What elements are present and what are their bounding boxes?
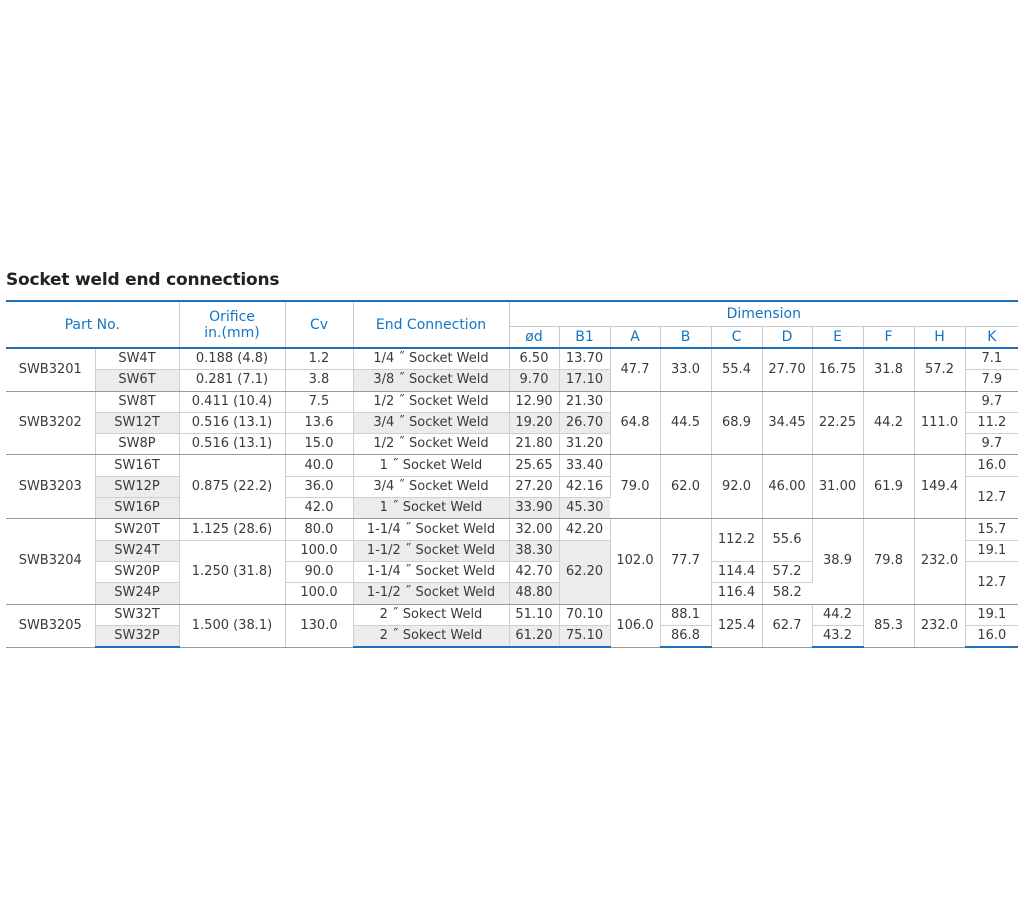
cell-h: 149.4	[914, 455, 965, 519]
cell-e: 31.00	[812, 455, 863, 519]
header-dim-6: E	[812, 327, 863, 349]
cell-end: 3/4 ˝ Socket Weld	[353, 412, 509, 433]
cell-od: 33.90	[509, 498, 559, 519]
cell-model: SW16T	[95, 455, 179, 476]
cell-d: 27.70	[762, 348, 812, 391]
cell-end: 1-1/4 ˝ Socket Weld	[353, 519, 509, 540]
cell-od: 61.20	[509, 625, 559, 647]
cell-a: 64.8	[610, 391, 660, 455]
cell-model: SW4T	[95, 348, 179, 370]
header-dim-7: F	[863, 327, 914, 349]
cell-end: 3/8 ˝ Socket Weld	[353, 370, 509, 391]
cell-k: 11.2	[965, 412, 1018, 433]
cell-k: 15.7	[965, 519, 1018, 540]
cell-od: 38.30	[509, 540, 559, 561]
cell-orifice: 1.250 (31.8)	[179, 540, 285, 604]
header-part-no: Part No.	[6, 301, 179, 348]
header-dim-4: C	[711, 327, 762, 349]
cell-h: 57.2	[914, 348, 965, 391]
cell-end: 1/4 ˝ Socket Weld	[353, 348, 509, 370]
cell-part: SWB3201	[6, 348, 95, 391]
cell-c: 68.9	[711, 391, 762, 455]
cell-b1: 42.20	[559, 519, 610, 540]
cell-od: 25.65	[509, 455, 559, 476]
cell-od: 9.70	[509, 370, 559, 391]
table-title: Socket weld end connections	[6, 270, 280, 290]
cell-d: 57.2	[762, 561, 812, 582]
cell-part: SWB3203	[6, 455, 95, 519]
cell-cv: 7.5	[285, 391, 353, 412]
cell-model: SW20P	[95, 561, 179, 582]
cell-f: 79.8	[863, 519, 914, 604]
cell-d: 34.45	[762, 391, 812, 455]
cell-model: SW32T	[95, 604, 179, 625]
cell-cv: 42.0	[285, 498, 353, 519]
cell-orifice: 0.875 (22.2)	[179, 455, 285, 519]
cell-od: 48.80	[509, 583, 559, 604]
cell-e: 44.2	[812, 604, 863, 625]
cell-cv: 80.0	[285, 519, 353, 540]
cell-c: 116.4	[711, 583, 762, 604]
cell-part: SWB3204	[6, 519, 95, 604]
header-dim-1: B1	[559, 327, 610, 349]
cell-cv: 100.0	[285, 540, 353, 561]
cell-end: 1-1/4 ˝ Socket Weld	[353, 561, 509, 582]
cell-model: SW6T	[95, 370, 179, 391]
cell-b1: 45.30	[559, 498, 610, 519]
cell-model: SW8P	[95, 434, 179, 455]
cell-a: 102.0	[610, 519, 660, 604]
cell-k: 19.1	[965, 540, 1018, 561]
cell-end: 1/2 ˝ Socket Weld	[353, 434, 509, 455]
cell-orifice: 1.125 (28.6)	[179, 519, 285, 540]
cell-model: SW20T	[95, 519, 179, 540]
cell-k: 12.7	[965, 561, 1018, 604]
cell-b1: 13.70	[559, 348, 610, 370]
cell-k: 19.1	[965, 604, 1018, 625]
cell-cv: 3.8	[285, 370, 353, 391]
cell-k: 9.7	[965, 434, 1018, 455]
cell-orifice: 0.411 (10.4)	[179, 391, 285, 412]
cell-c: 112.2	[711, 519, 762, 562]
header-dim-0: ød	[509, 327, 559, 349]
cell-b: 62.0	[660, 455, 711, 519]
cell-od: 32.00	[509, 519, 559, 540]
cell-b1: 21.30	[559, 391, 610, 412]
cell-c: 92.0	[711, 455, 762, 519]
cell-cv: 15.0	[285, 434, 353, 455]
cell-b1: 75.10	[559, 625, 610, 647]
table-row	[6, 604, 1018, 625]
cell-model: SW32P	[95, 625, 179, 647]
cell-od: 19.20	[509, 412, 559, 433]
cell-a: 106.0	[610, 604, 660, 647]
cell-e: 16.75	[812, 348, 863, 391]
table-row	[6, 519, 1018, 540]
cell-k: 7.9	[965, 370, 1018, 391]
cell-h: 111.0	[914, 391, 965, 455]
cell-f: 85.3	[863, 604, 914, 647]
cell-a: 47.7	[610, 348, 660, 391]
header-dimension: Dimension	[509, 301, 1018, 327]
cell-c: 55.4	[711, 348, 762, 391]
header-dim-2: A	[610, 327, 660, 349]
cell-f: 61.9	[863, 455, 914, 519]
cell-b1: 26.70	[559, 412, 610, 433]
cell-f: 44.2	[863, 391, 914, 455]
cell-b: 44.5	[660, 391, 711, 455]
cell-od: 42.70	[509, 561, 559, 582]
cell-orifice: 1.500 (38.1)	[179, 604, 285, 647]
header-dim-5: D	[762, 327, 812, 349]
socket-weld-table	[6, 300, 1018, 648]
cell-model: SW24T	[95, 540, 179, 561]
cell-b1: 31.20	[559, 434, 610, 455]
cell-od: 12.90	[509, 391, 559, 412]
cell-model: SW24P	[95, 583, 179, 604]
cell-cv: 13.6	[285, 412, 353, 433]
cell-cv: 40.0	[285, 455, 353, 476]
cell-d: 58.2	[762, 583, 812, 604]
cell-k: 7.1	[965, 348, 1018, 370]
cell-h: 232.0	[914, 604, 965, 647]
cell-cv: 130.0	[285, 604, 353, 647]
cell-od: 21.80	[509, 434, 559, 455]
header-dim-3: B	[660, 327, 711, 349]
table-row	[6, 348, 1018, 370]
cell-b: 33.0	[660, 348, 711, 391]
cell-end: 1-1/2 ˝ Socket Weld	[353, 583, 509, 604]
cell-c: 114.4	[711, 561, 762, 582]
cell-cv: 100.0	[285, 583, 353, 604]
table-row	[6, 455, 1018, 476]
header-orifice-line1: Orifice	[209, 308, 255, 325]
cell-end: 2 ˝ Sokect Weld	[353, 625, 509, 647]
cell-k: 9.7	[965, 391, 1018, 412]
cell-f: 31.8	[863, 348, 914, 391]
cell-model: SW12P	[95, 476, 179, 497]
cell-b1: 62.20	[559, 540, 610, 604]
cell-e: 43.2	[812, 625, 863, 647]
cell-cv: 90.0	[285, 561, 353, 582]
cell-od: 27.20	[509, 476, 559, 497]
cell-model: SW16P	[95, 498, 179, 519]
cell-k: 12.7	[965, 476, 1018, 519]
cell-k: 16.0	[965, 455, 1018, 476]
table-row	[6, 391, 1018, 412]
cell-e: 38.9	[812, 519, 863, 604]
cell-b1: 33.40	[559, 455, 610, 476]
cell-end: 1 ˝ Socket Weld	[353, 498, 509, 519]
cell-cv: 1.2	[285, 348, 353, 370]
cell-model: SW12T	[95, 412, 179, 433]
cell-a: 79.0	[610, 455, 660, 519]
header-dim-9: K	[965, 327, 1018, 349]
header-end-connection: End Connection	[353, 301, 509, 348]
cell-model: SW8T	[95, 391, 179, 412]
cell-b1: 42.16	[559, 476, 610, 497]
cell-e: 22.25	[812, 391, 863, 455]
cell-b1: 70.10	[559, 604, 610, 625]
cell-end: 1/2 ˝ Socket Weld	[353, 391, 509, 412]
cell-orifice: 0.188 (4.8)	[179, 348, 285, 370]
cell-end: 1-1/2 ˝ Socket Weld	[353, 540, 509, 561]
cell-orifice: 0.281 (7.1)	[179, 370, 285, 391]
cell-od: 51.10	[509, 604, 559, 625]
cell-end: 1 ˝ Socket Weld	[353, 455, 509, 476]
cell-d: 55.6	[762, 519, 812, 562]
cell-od: 6.50	[509, 348, 559, 370]
cell-b1: 17.10	[559, 370, 610, 391]
header-orifice	[179, 301, 285, 348]
cell-d: 46.00	[762, 455, 812, 519]
cell-cv: 36.0	[285, 476, 353, 497]
cell-b: 88.1	[660, 604, 711, 625]
cell-part: SWB3205	[6, 604, 95, 647]
cell-orifice: 0.516 (13.1)	[179, 412, 285, 433]
header-cv: Cv	[285, 301, 353, 348]
cell-end: 2 ˝ Sokect Weld	[353, 604, 509, 625]
header-orifice-line2: in.(mm)	[204, 324, 260, 341]
cell-orifice: 0.516 (13.1)	[179, 434, 285, 455]
cell-k: 16.0	[965, 625, 1018, 647]
cell-part: SWB3202	[6, 391, 95, 455]
cell-c: 125.4	[711, 604, 762, 647]
cell-b: 86.8	[660, 625, 711, 647]
cell-b: 77.7	[660, 519, 711, 604]
header-dim-8: H	[914, 327, 965, 349]
cell-end: 3/4 ˝ Socket Weld	[353, 476, 509, 497]
cell-d: 62.7	[762, 604, 812, 647]
cell-h: 232.0	[914, 519, 965, 604]
